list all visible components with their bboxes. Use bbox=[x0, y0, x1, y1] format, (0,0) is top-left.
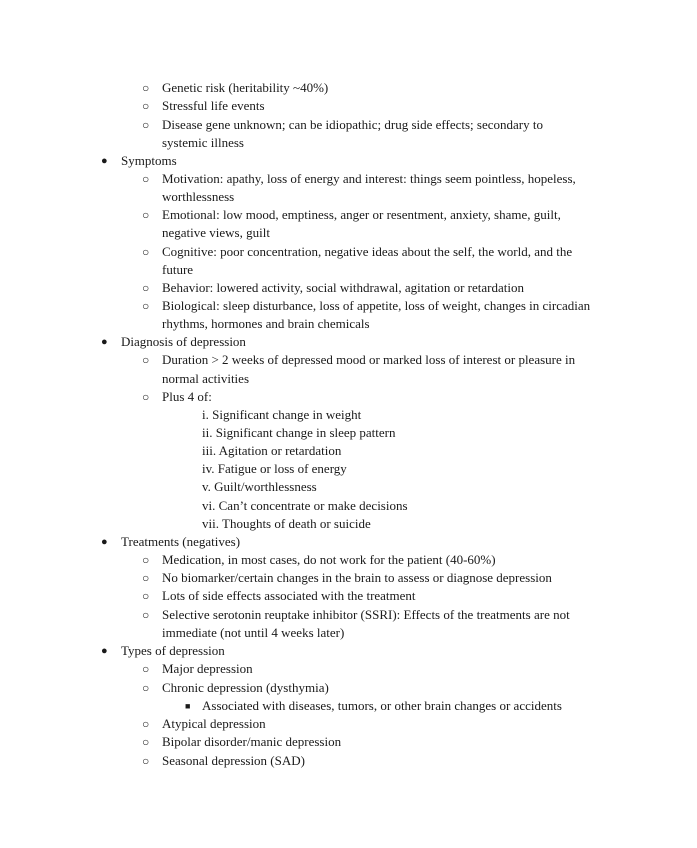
section-types bbox=[0, 642, 697, 660]
list-item-text: Cognitive: poor concentration, negative ideas about the self, the world, and the bbox=[162, 244, 573, 259]
hollow-bullet: ○ bbox=[142, 754, 150, 768]
hollow-bullet: ○ bbox=[142, 299, 150, 313]
criterion-number: v. bbox=[202, 479, 211, 494]
hollow-bullet: ○ bbox=[142, 717, 150, 731]
list-item-biomarker bbox=[0, 569, 697, 587]
list-item-text: No biomarker/certain changes in the brain to assess or diagnose depression bbox=[162, 570, 552, 585]
criterion-line bbox=[202, 460, 347, 478]
list-item-biological bbox=[0, 297, 697, 315]
section-heading: Treatments (negatives) bbox=[121, 534, 241, 549]
list-item-major bbox=[0, 660, 697, 678]
list-item-text: Plus 4 of: bbox=[162, 389, 212, 404]
hollow-bullet: ○ bbox=[142, 353, 150, 367]
criterion-text: Can’t concentrate or make decisions bbox=[218, 498, 408, 513]
list-item-disease-gene bbox=[0, 116, 697, 134]
list-item-ssri bbox=[0, 606, 697, 624]
list-item-text: Associated with diseases, tumors, or other brain changes or accidents bbox=[202, 698, 562, 713]
criterion-line bbox=[202, 515, 371, 533]
list-item-chronic bbox=[0, 679, 697, 697]
criterion-number: ii. bbox=[202, 425, 213, 440]
criterion-number: i. bbox=[202, 407, 209, 422]
hollow-bullet: ○ bbox=[142, 99, 150, 113]
list-item-text: Selective serotonin reuptake inhibitor (SSRI): Effects of the treatments are not bbox=[162, 607, 570, 622]
list-item-duration bbox=[0, 351, 697, 369]
section-heading: Diagnosis of depression bbox=[121, 334, 246, 349]
list-item-text: Atypical depression bbox=[162, 716, 266, 731]
list-item-continuation: worthlessness bbox=[162, 189, 235, 204]
hollow-bullet: ○ bbox=[142, 245, 150, 259]
hollow-bullet: ○ bbox=[142, 208, 150, 222]
criterion-item bbox=[0, 442, 697, 460]
list-item-behavior bbox=[0, 279, 697, 297]
list-item-plus-4 bbox=[0, 388, 697, 406]
criterion-item bbox=[0, 478, 697, 496]
list-item-continuation: future bbox=[162, 262, 194, 277]
hollow-bullet: ○ bbox=[142, 608, 150, 622]
hollow-bullet: ○ bbox=[142, 589, 150, 603]
list-item-continuation: negative views, guilt bbox=[162, 225, 270, 240]
list-item-atypical bbox=[0, 715, 697, 733]
list-item-seasonal bbox=[0, 752, 697, 770]
criterion-item bbox=[0, 406, 697, 424]
list-item-text: Biological: sleep disturbance, loss of appetite, loss of weight, changes in circadian bbox=[162, 298, 591, 313]
criterion-number: vii. bbox=[202, 516, 219, 531]
criterion-text: Agitation or retardation bbox=[218, 443, 342, 458]
criterion-item bbox=[0, 460, 697, 478]
section-heading: Types of depression bbox=[121, 643, 225, 658]
filled-bullet: ● bbox=[101, 336, 108, 348]
list-item-continuation: systemic illness bbox=[162, 135, 244, 150]
list-item-text: Stressful life events bbox=[162, 98, 265, 113]
hollow-bullet: ○ bbox=[142, 281, 150, 295]
list-item-genetic-risk bbox=[0, 79, 697, 97]
criterion-text: Guilt/worthlessness bbox=[214, 479, 317, 494]
hollow-bullet: ○ bbox=[142, 571, 150, 585]
list-item-text: Medication, in most cases, do not work for the patient (40-60%) bbox=[162, 552, 496, 567]
list-item-medication bbox=[0, 551, 697, 569]
section-heading: Symptoms bbox=[121, 153, 177, 168]
list-item-text: Lots of side effects associated with the treatment bbox=[162, 588, 416, 603]
list-item-text: Emotional: low mood, emptiness, anger or resentment, anxiety, shame, guilt, bbox=[162, 207, 561, 222]
list-item-continuation: rhythms, hormones and brain chemicals bbox=[162, 316, 370, 331]
list-item-text: Disease gene unknown; can be idiopathic; drug side effects; secondary to bbox=[162, 117, 543, 132]
list-item-text: Duration > 2 weeks of depressed mood or marked loss of interest or pleasure in bbox=[162, 352, 576, 367]
hollow-bullet: ○ bbox=[142, 172, 150, 186]
hollow-bullet: ○ bbox=[142, 662, 150, 676]
list-item-continuation: normal activities bbox=[162, 371, 250, 386]
criterion-number: vi. bbox=[202, 498, 216, 513]
filled-bullet: ● bbox=[101, 155, 108, 167]
criterion-line bbox=[202, 406, 361, 424]
criterion-text: Thoughts of death or suicide bbox=[222, 516, 371, 531]
hollow-bullet: ○ bbox=[142, 735, 150, 749]
hollow-bullet: ○ bbox=[142, 681, 150, 695]
section-diagnosis bbox=[0, 333, 697, 351]
criterion-line bbox=[202, 497, 408, 515]
hollow-bullet: ○ bbox=[142, 553, 150, 567]
filled-bullet: ● bbox=[101, 645, 108, 657]
criterion-line bbox=[202, 478, 317, 496]
list-item-text: Genetic risk (heritability ~40%) bbox=[162, 80, 329, 95]
section-treatments bbox=[0, 533, 697, 551]
list-item-motivation bbox=[0, 170, 697, 188]
list-item-text: Motivation: apathy, loss of energy and interest: things seem pointless, hopeless, bbox=[162, 171, 576, 186]
filled-bullet: ● bbox=[101, 536, 108, 548]
list-item-text: Seasonal depression (SAD) bbox=[162, 753, 305, 768]
list-item-cognitive bbox=[0, 243, 697, 261]
list-item-text: Bipolar disorder/manic depression bbox=[162, 734, 342, 749]
hollow-bullet: ○ bbox=[142, 390, 150, 404]
hollow-bullet: ○ bbox=[142, 118, 150, 132]
list-item-text: Major depression bbox=[162, 661, 253, 676]
criterion-line bbox=[202, 442, 341, 460]
criterion-line bbox=[202, 424, 396, 442]
hollow-bullet: ○ bbox=[142, 81, 150, 95]
square-bullet: ■ bbox=[185, 701, 191, 711]
criterion-number: iv. bbox=[202, 461, 215, 476]
list-item-side-effects bbox=[0, 587, 697, 605]
list-item-continuation: immediate (not until 4 weeks later) bbox=[162, 625, 345, 640]
list-item-text: Behavior: lowered activity, social withdrawal, agitation or retardation bbox=[162, 280, 524, 295]
criterion-text: Significant change in sleep pattern bbox=[215, 425, 396, 440]
criterion-text: Significant change in weight bbox=[212, 407, 362, 422]
criterion-item bbox=[0, 515, 697, 533]
list-item-stressful-events bbox=[0, 97, 697, 115]
list-item-associated bbox=[0, 697, 697, 715]
criterion-number: iii. bbox=[202, 443, 217, 458]
section-symptoms bbox=[0, 152, 697, 170]
list-item-bipolar bbox=[0, 733, 697, 751]
list-item-text: Chronic depression (dysthymia) bbox=[162, 680, 329, 695]
criterion-item bbox=[0, 497, 697, 515]
criterion-item bbox=[0, 424, 697, 442]
criterion-text: Fatigue or loss of energy bbox=[217, 461, 347, 476]
list-item-emotional bbox=[0, 206, 697, 224]
